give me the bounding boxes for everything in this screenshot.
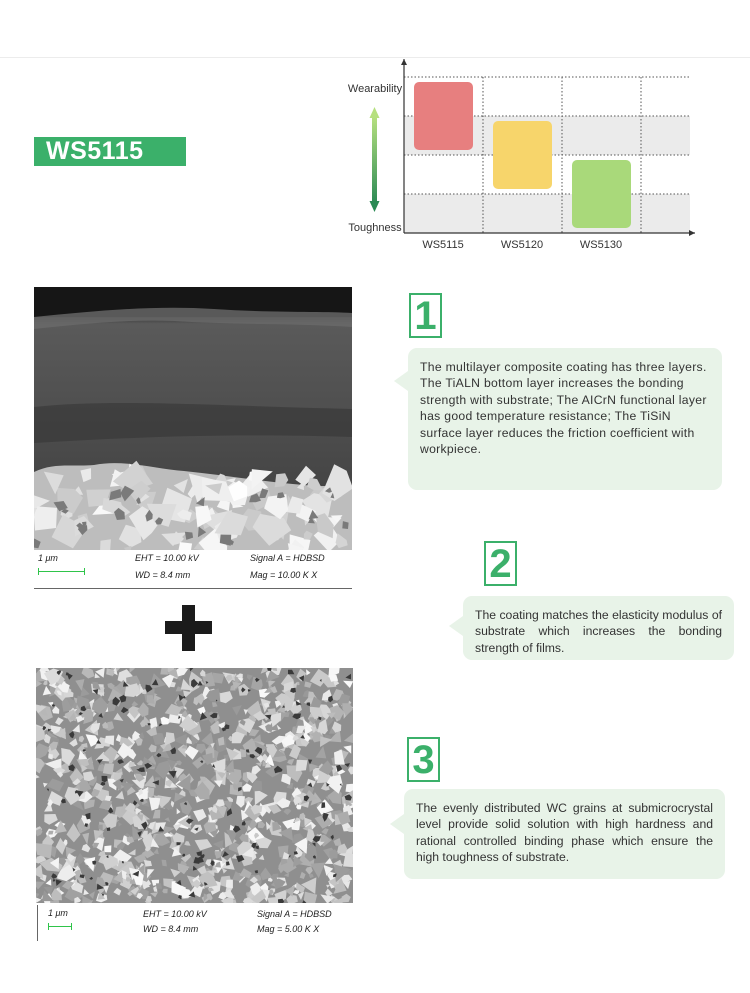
grade-badge: WS5115 [34,137,186,166]
feature-2-text: The coating matches the elasticity modulus of substrate which increases the bonding strength of films. [475,608,722,655]
chart-category-label: WS5130 [579,239,623,251]
coating-eht: EHT = 10.00 kV [135,553,199,563]
binder-phase [321,802,325,808]
coating-scale-bar [38,571,85,572]
chart-y-top-label: Wearability [347,83,403,95]
chart-arrow-shaft [372,117,377,204]
chart-arrow-up-head [370,107,380,118]
feature-callout-2 [463,596,734,660]
coating-image-info [34,550,352,589]
substrate-micrograph [36,668,353,903]
grade-chart [340,55,700,255]
chart-x-axis-arrow [689,230,695,236]
wc-grain [100,539,111,550]
wc-grain [226,880,233,889]
plus-icon-bar [165,621,212,634]
substrate-mag: Mag = 5.00 K X [257,924,320,934]
wc-grain [296,760,308,771]
coating-scale-label: 1 μm [38,553,58,563]
chart-y-axis-arrow [401,59,407,65]
feature-number-2: 2 [484,541,517,586]
feature-number-3: 3 [407,737,440,782]
substrate-sem-image [36,668,353,903]
chart-y-bottom-label: Toughness [348,222,402,234]
wc-grain [34,506,57,530]
wc-grain [104,845,111,852]
substrate-eht: EHT = 10.00 kV [143,909,207,919]
chart-category-label: WS5120 [500,239,544,251]
chart-bar-ws5120 [493,121,552,189]
substrate-image-info [36,904,353,942]
substrate-scale-bar [48,926,72,927]
wc-grain [178,542,192,550]
chart-category-label: WS5115 [422,239,464,251]
chart-bar-ws5130 [572,160,631,228]
wc-grain [160,668,168,675]
wc-grain [103,764,114,775]
substrate-info-divider [37,905,38,941]
feature-callout-3 [404,789,725,879]
feature-1-text-a: The multilayer composite coating has three layers. [420,360,707,374]
chart-arrow-down-head [370,201,380,212]
coating-mag: Mag = 10.00 K X [250,570,318,580]
wc-grain [48,831,53,835]
grade-chart-svg [340,55,700,255]
chart-bar-ws5115 [414,82,473,150]
coating-signal: Signal A = HDBSD [250,553,325,563]
substrate-scale-label: 1 μm [48,908,68,918]
feature-callout-1 [408,348,722,490]
coating-micrograph [34,287,352,550]
feature-number-1: 1 [409,293,442,338]
chart-shaded-row [404,194,690,233]
coating-sem-image [34,287,352,550]
substrate-wd: WD = 8.4 mm [143,924,199,934]
feature-1-text-b: The TiALN bottom layer increases the bonding strength with substrate; The AICrN functional layer has good temperature resistance; The TiSiN surface layer reduces the friction coefficient with workpiece. [420,376,707,457]
substrate-signal: Signal A = HDBSD [257,909,332,919]
coating-wd: WD = 8.4 mm [135,570,191,580]
feature-3-text: The evenly distributed WC grains at submicrocrystal level provide solid solution with high hardness and rational controlled binding phase which ensure the high toughness of substrate. [416,801,713,865]
